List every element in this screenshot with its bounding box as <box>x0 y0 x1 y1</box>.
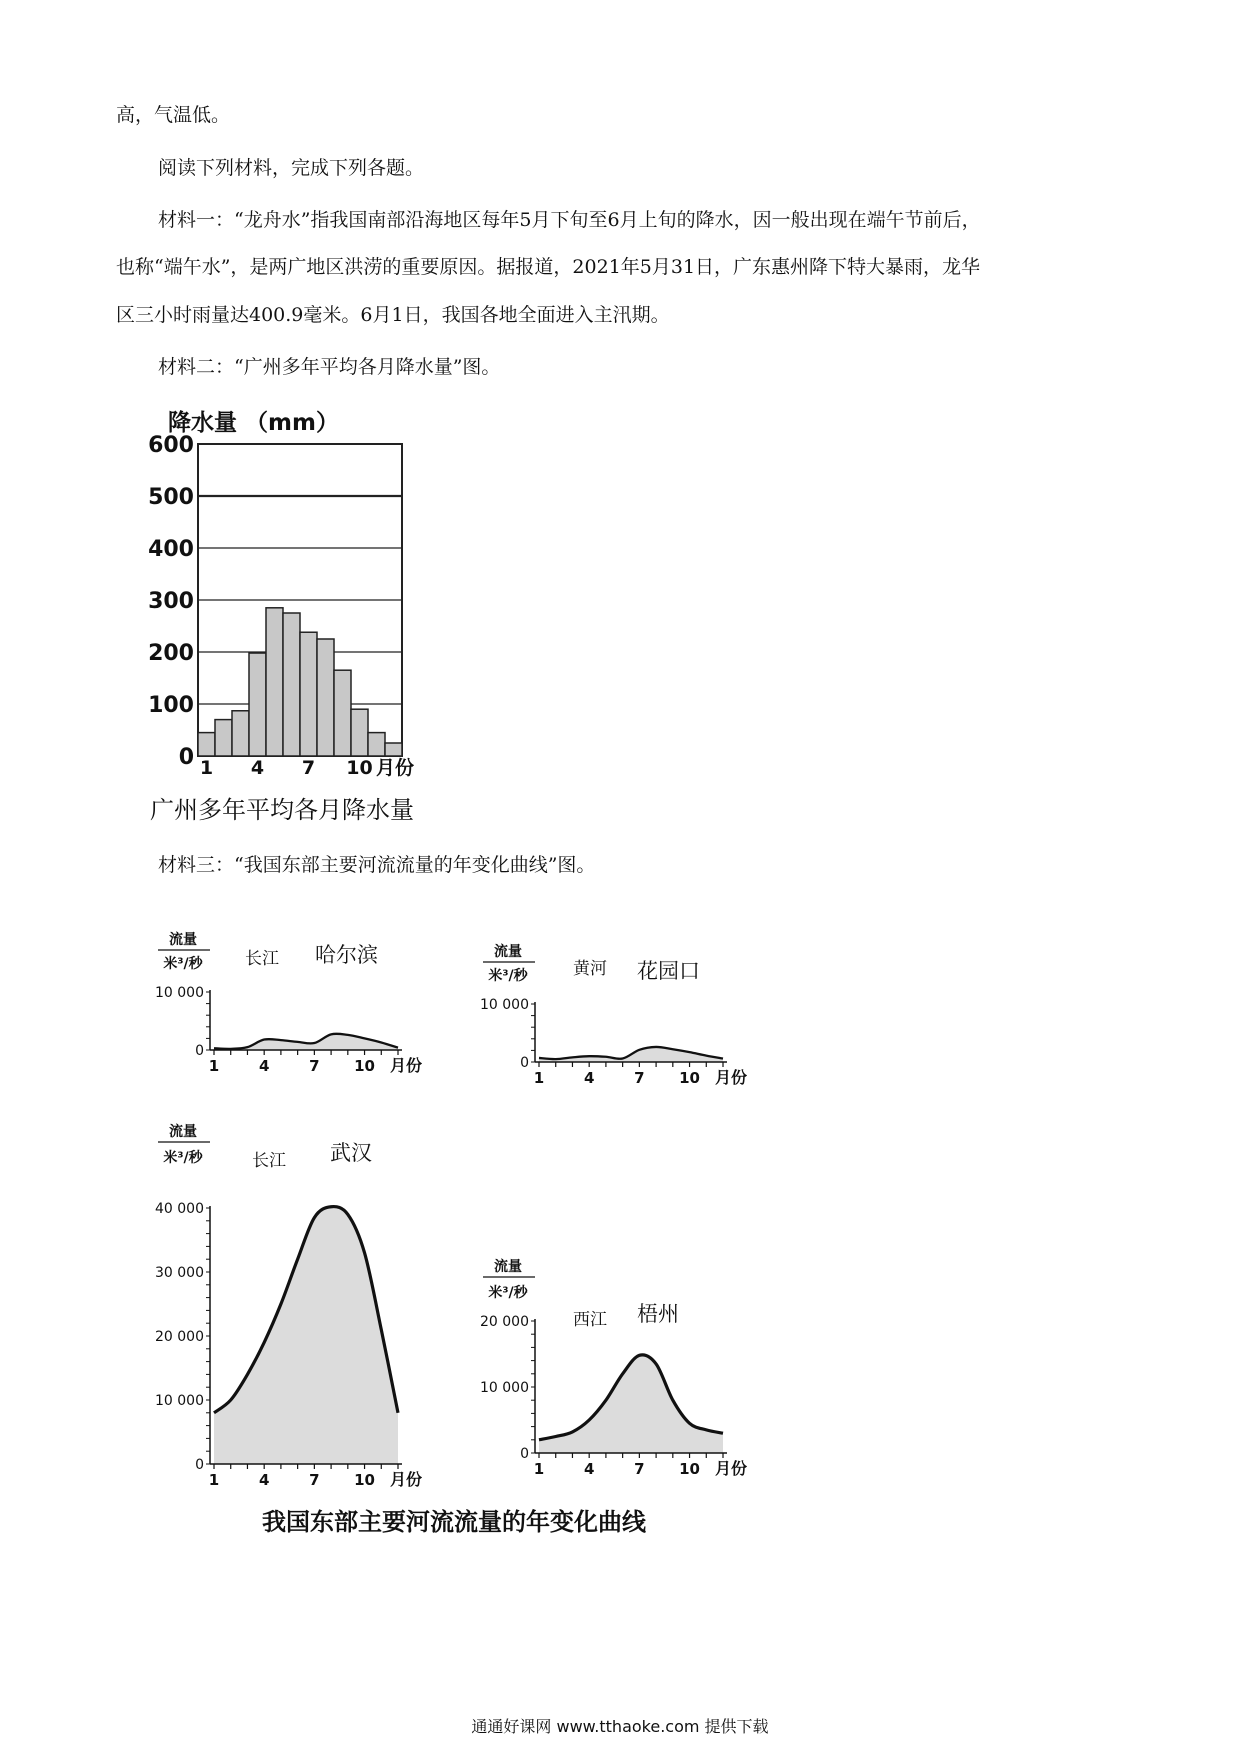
precip-bar <box>385 743 402 756</box>
river-xlabel: 月份 <box>715 1459 748 1478</box>
river-xtick: 10 <box>354 1471 375 1489</box>
river-ytick: 10 000 <box>155 985 204 1001</box>
precip-ytick: 100 <box>148 693 194 718</box>
river-ytick: 10 000 <box>155 1393 204 1409</box>
river-xtick: 1 <box>533 1460 545 1478</box>
river-name: 长江 <box>252 1151 286 1171</box>
river-xtick: 7 <box>634 1460 645 1478</box>
precip-chart <box>140 400 560 824</box>
precip-xtick: 7 <box>301 757 316 779</box>
river-ytick: 0 <box>195 1043 204 1059</box>
text-line-3: 也称“端午水”，是两广地区洪涝的重要原因。据报道，2021年5月31日，广东惠州降下特大暴雨，龙华 <box>116 256 981 278</box>
text-line-6: 材料三：“我国东部主要河流流量的年变化曲线”图。 <box>158 854 596 876</box>
river-name: 黄河 <box>573 959 607 979</box>
precip-bar <box>215 720 232 756</box>
precip-ylabel: 降水量 （mm） <box>168 410 339 436</box>
river-xtick: 7 <box>634 1069 645 1087</box>
river-xlabel: 月份 <box>390 1470 423 1489</box>
station-name: 花园口 <box>637 959 700 983</box>
river-area <box>214 1207 398 1464</box>
river-area <box>539 1355 723 1453</box>
river-ytick: 0 <box>195 1457 204 1473</box>
river-name: 长江 <box>245 949 279 969</box>
precip-xtick: 1 <box>199 757 214 779</box>
river-ytick: 10 000 <box>480 1380 529 1396</box>
precip-ytick: 200 <box>148 641 194 666</box>
river-ylabel-bottom: 米³/秒 <box>163 1150 203 1166</box>
river-xtick: 1 <box>533 1069 545 1087</box>
river-ytick: 20 000 <box>155 1329 204 1345</box>
precip-bar <box>249 653 266 756</box>
footer: 通通好课网 www.tthaoke.com 提供下载 <box>471 1717 769 1736</box>
text-line-5: 材料二：“广州多年平均各月降水量”图。 <box>158 356 501 378</box>
precip-ytick: 400 <box>148 537 194 562</box>
text-line-4: 区三小时雨量达400.9毫米。6月1日，我国各地全面进入主汛期。 <box>116 304 670 326</box>
precip-ytick: 600 <box>148 433 194 458</box>
text-line-0: 高，气温低。 <box>116 104 231 126</box>
river-xtick: 4 <box>583 1069 595 1087</box>
precip-bar <box>351 709 368 756</box>
river-xtick: 10 <box>679 1069 700 1087</box>
river-xtick: 1 <box>208 1471 220 1489</box>
precip-xtick: 10 <box>346 757 373 779</box>
river-xtick: 10 <box>679 1460 700 1478</box>
precip-bar <box>334 670 351 756</box>
river-xtick: 10 <box>354 1057 375 1075</box>
river-ylabel-top: 流量 <box>169 932 197 948</box>
precip-xlabel: 月份 <box>376 757 415 779</box>
river-chart-wuhan <box>140 1120 470 1489</box>
river-ytick: 30 000 <box>155 1265 204 1281</box>
river-ylabel-bottom: 米³/秒 <box>488 1285 528 1301</box>
station-name: 梧州 <box>637 1302 679 1326</box>
river-xtick: 4 <box>258 1057 270 1075</box>
precip-bar <box>198 733 215 756</box>
river-xtick: 7 <box>309 1057 320 1075</box>
precip-xtick: 4 <box>250 757 265 779</box>
river-chart-harbin <box>140 928 470 1078</box>
river-ylabel-bottom: 米³/秒 <box>488 968 528 984</box>
river-ytick: 10 000 <box>480 997 529 1013</box>
river-ytick: 0 <box>520 1446 529 1462</box>
precip-ytick: 0 <box>178 745 194 770</box>
river-ytick: 20 000 <box>480 1314 529 1330</box>
text-line-2: 材料一：“龙舟水”指我国南部沿海地区每年5月下旬至6月上旬的降水，因一般出现在端午节前后， <box>158 209 981 231</box>
river-xlabel: 月份 <box>715 1068 748 1087</box>
river-xtick: 4 <box>258 1471 270 1489</box>
river-xlabel: 月份 <box>390 1056 423 1075</box>
river-ylabel-top: 流量 <box>494 944 522 960</box>
precip-bar <box>300 632 317 756</box>
precip-ytick: 300 <box>148 589 194 614</box>
river-chart-huayuankou <box>465 940 795 1090</box>
river-ylabel-bottom: 米³/秒 <box>163 956 203 972</box>
river-ytick: 40 000 <box>155 1201 204 1217</box>
river-xtick: 4 <box>583 1460 595 1478</box>
river-caption: 我国东部主要河流流量的年变化曲线 <box>262 1507 646 1536</box>
precip-bar <box>283 613 300 756</box>
precip-bar <box>266 608 283 756</box>
river-ytick: 0 <box>520 1055 529 1071</box>
text-line-1: 阅读下列材料，完成下列各题。 <box>158 157 425 179</box>
river-xtick: 7 <box>309 1471 320 1489</box>
station-name: 哈尔滨 <box>315 943 378 967</box>
precip-ytick: 500 <box>148 485 194 510</box>
river-ylabel-top: 流量 <box>169 1124 197 1140</box>
river-xtick: 1 <box>208 1057 220 1075</box>
river-name: 西江 <box>573 1310 607 1330</box>
river-ylabel-top: 流量 <box>494 1259 522 1275</box>
precip-caption: 广州多年平均各月降水量 <box>150 796 414 824</box>
precip-bar <box>232 711 249 756</box>
precip-bar <box>317 639 334 756</box>
river-chart-wuzhou <box>465 1255 795 1505</box>
station-name: 武汉 <box>330 1141 372 1165</box>
precip-bar <box>368 733 385 756</box>
